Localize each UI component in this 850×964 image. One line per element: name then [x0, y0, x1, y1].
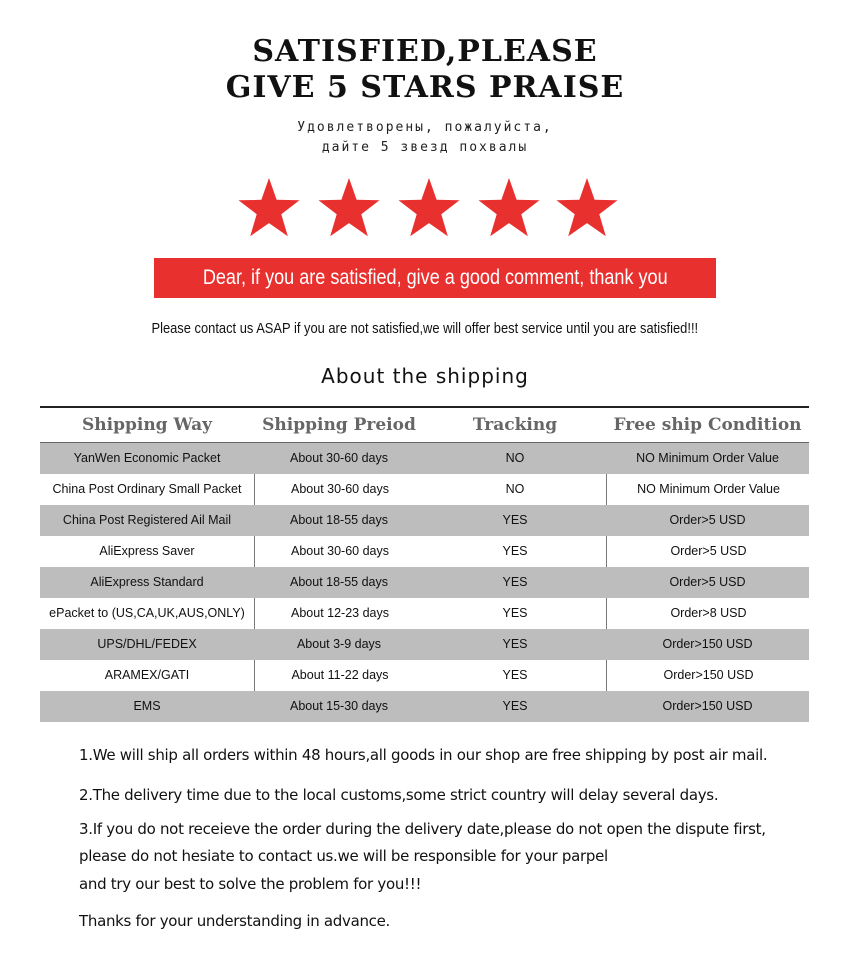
cell-shipping-way: AliExpress Saver	[99, 544, 195, 558]
table-row	[40, 505, 809, 536]
header-tracking: Tracking	[472, 415, 558, 435]
cell-tracking: NO	[505, 451, 525, 465]
cell-free-ship-condition: Order>150 USD	[662, 637, 753, 651]
heading-line-2: GIVE 5 STARS PRAISE	[225, 70, 625, 105]
contact-text: Please contact us ASAP if you are not satisfied,we will offer best service until you are satisfied!!!	[151, 320, 699, 337]
table-row	[40, 567, 809, 598]
table-row	[40, 660, 809, 691]
cell-free-ship-condition: Order>8 USD	[606, 598, 810, 629]
cell-shipping-period: About 30-60 days	[290, 451, 388, 465]
table-row	[40, 474, 809, 505]
header-shipping-period: Shipping Preiod	[262, 415, 416, 435]
cell-tracking: YES	[502, 637, 528, 651]
cell-free-ship-condition: Order>5 USD	[606, 536, 810, 567]
cell-shipping-way: EMS	[133, 699, 161, 713]
cell-tracking: YES	[502, 513, 528, 527]
star-rating	[0, 176, 850, 240]
cell-shipping-period: About 30-60 days	[254, 474, 425, 505]
cell-shipping-period: About 15-30 days	[290, 699, 388, 713]
table-row	[40, 691, 809, 722]
table-header	[40, 406, 809, 443]
russian-line-1: Удовлетворены, пожалуйста,	[297, 120, 553, 135]
table-row	[40, 443, 809, 474]
cell-shipping-way: ARAMEX/GATI	[104, 668, 190, 682]
table-row	[40, 629, 809, 660]
cell-tracking: YES	[502, 699, 528, 713]
star-icon	[237, 176, 301, 240]
cell-tracking: NO	[505, 482, 525, 496]
cell-tracking: YES	[502, 606, 528, 620]
note-2: 2.The delivery time due to the local customs,some strict country will delay several days.	[79, 786, 719, 804]
cell-shipping-way: YanWen Economic Packet	[73, 451, 221, 465]
cell-shipping-period: About 11-22 days	[254, 660, 425, 691]
russian-line-2: дайте 5 звезд похвалы	[321, 140, 529, 155]
cell-shipping-period: About 18-55 days	[290, 575, 388, 589]
cell-shipping-period: About 18-55 days	[290, 513, 388, 527]
note-3: 3.If you do not receieve the order during the delivery date,please do not open the dispute first,	[79, 820, 766, 838]
shipping-section-title: About the shipping	[321, 364, 529, 388]
cell-free-ship-condition: NO Minimum Order Value	[606, 474, 810, 505]
note-3-continued: please do not hesiate to contact us.we will be responsible for your parpel	[79, 847, 608, 865]
star-icon	[555, 176, 619, 240]
table-row	[40, 536, 809, 567]
cell-shipping-way: AliExpress Standard	[90, 575, 204, 589]
star-icon	[317, 176, 381, 240]
header-shipping-way: Shipping Way	[82, 415, 212, 435]
cell-tracking: YES	[502, 544, 528, 558]
thanks-note: Thanks for your understanding in advance.	[79, 912, 391, 930]
comment-banner	[154, 258, 716, 298]
cell-shipping-period: About 30-60 days	[254, 536, 425, 567]
cell-shipping-period: About 3-9 days	[296, 637, 382, 651]
note-3-end: and try our best to solve the problem for you!!!	[79, 875, 422, 893]
cell-shipping-period: About 12-23 days	[254, 598, 425, 629]
cell-free-ship-condition: NO Minimum Order Value	[636, 451, 779, 465]
contact-notice	[0, 320, 850, 337]
cell-free-ship-condition: Order>5 USD	[669, 575, 746, 589]
cell-shipping-way: China Post Ordinary Small Packet	[52, 482, 242, 496]
cell-free-ship-condition: Order>5 USD	[669, 513, 746, 527]
cell-free-ship-condition: Order>150 USD	[662, 699, 753, 713]
header-free-ship-condition: Free ship Condition	[613, 415, 802, 435]
cell-shipping-way: UPS/DHL/FEDEX	[97, 637, 197, 651]
cell-tracking: YES	[502, 668, 528, 682]
cell-shipping-way: China Post Registered Ail Mail	[62, 513, 232, 527]
star-icon	[477, 176, 541, 240]
note-1: 1.We will ship all orders within 48 hours,all goods in our shop are free shipping by post air mail.	[79, 746, 768, 764]
cell-free-ship-condition: Order>150 USD	[606, 660, 810, 691]
banner-text: Dear, if you are satisfied, give a good comment, thank you	[202, 266, 668, 289]
cell-shipping-way: ePacket to (US,CA,UK,AUS,ONLY)	[49, 606, 245, 620]
shipping-table	[40, 406, 809, 722]
cell-tracking: YES	[502, 575, 528, 589]
star-icon	[397, 176, 461, 240]
table-row	[40, 598, 809, 629]
heading-line-1: SATISFIED,PLEASE	[252, 34, 598, 69]
